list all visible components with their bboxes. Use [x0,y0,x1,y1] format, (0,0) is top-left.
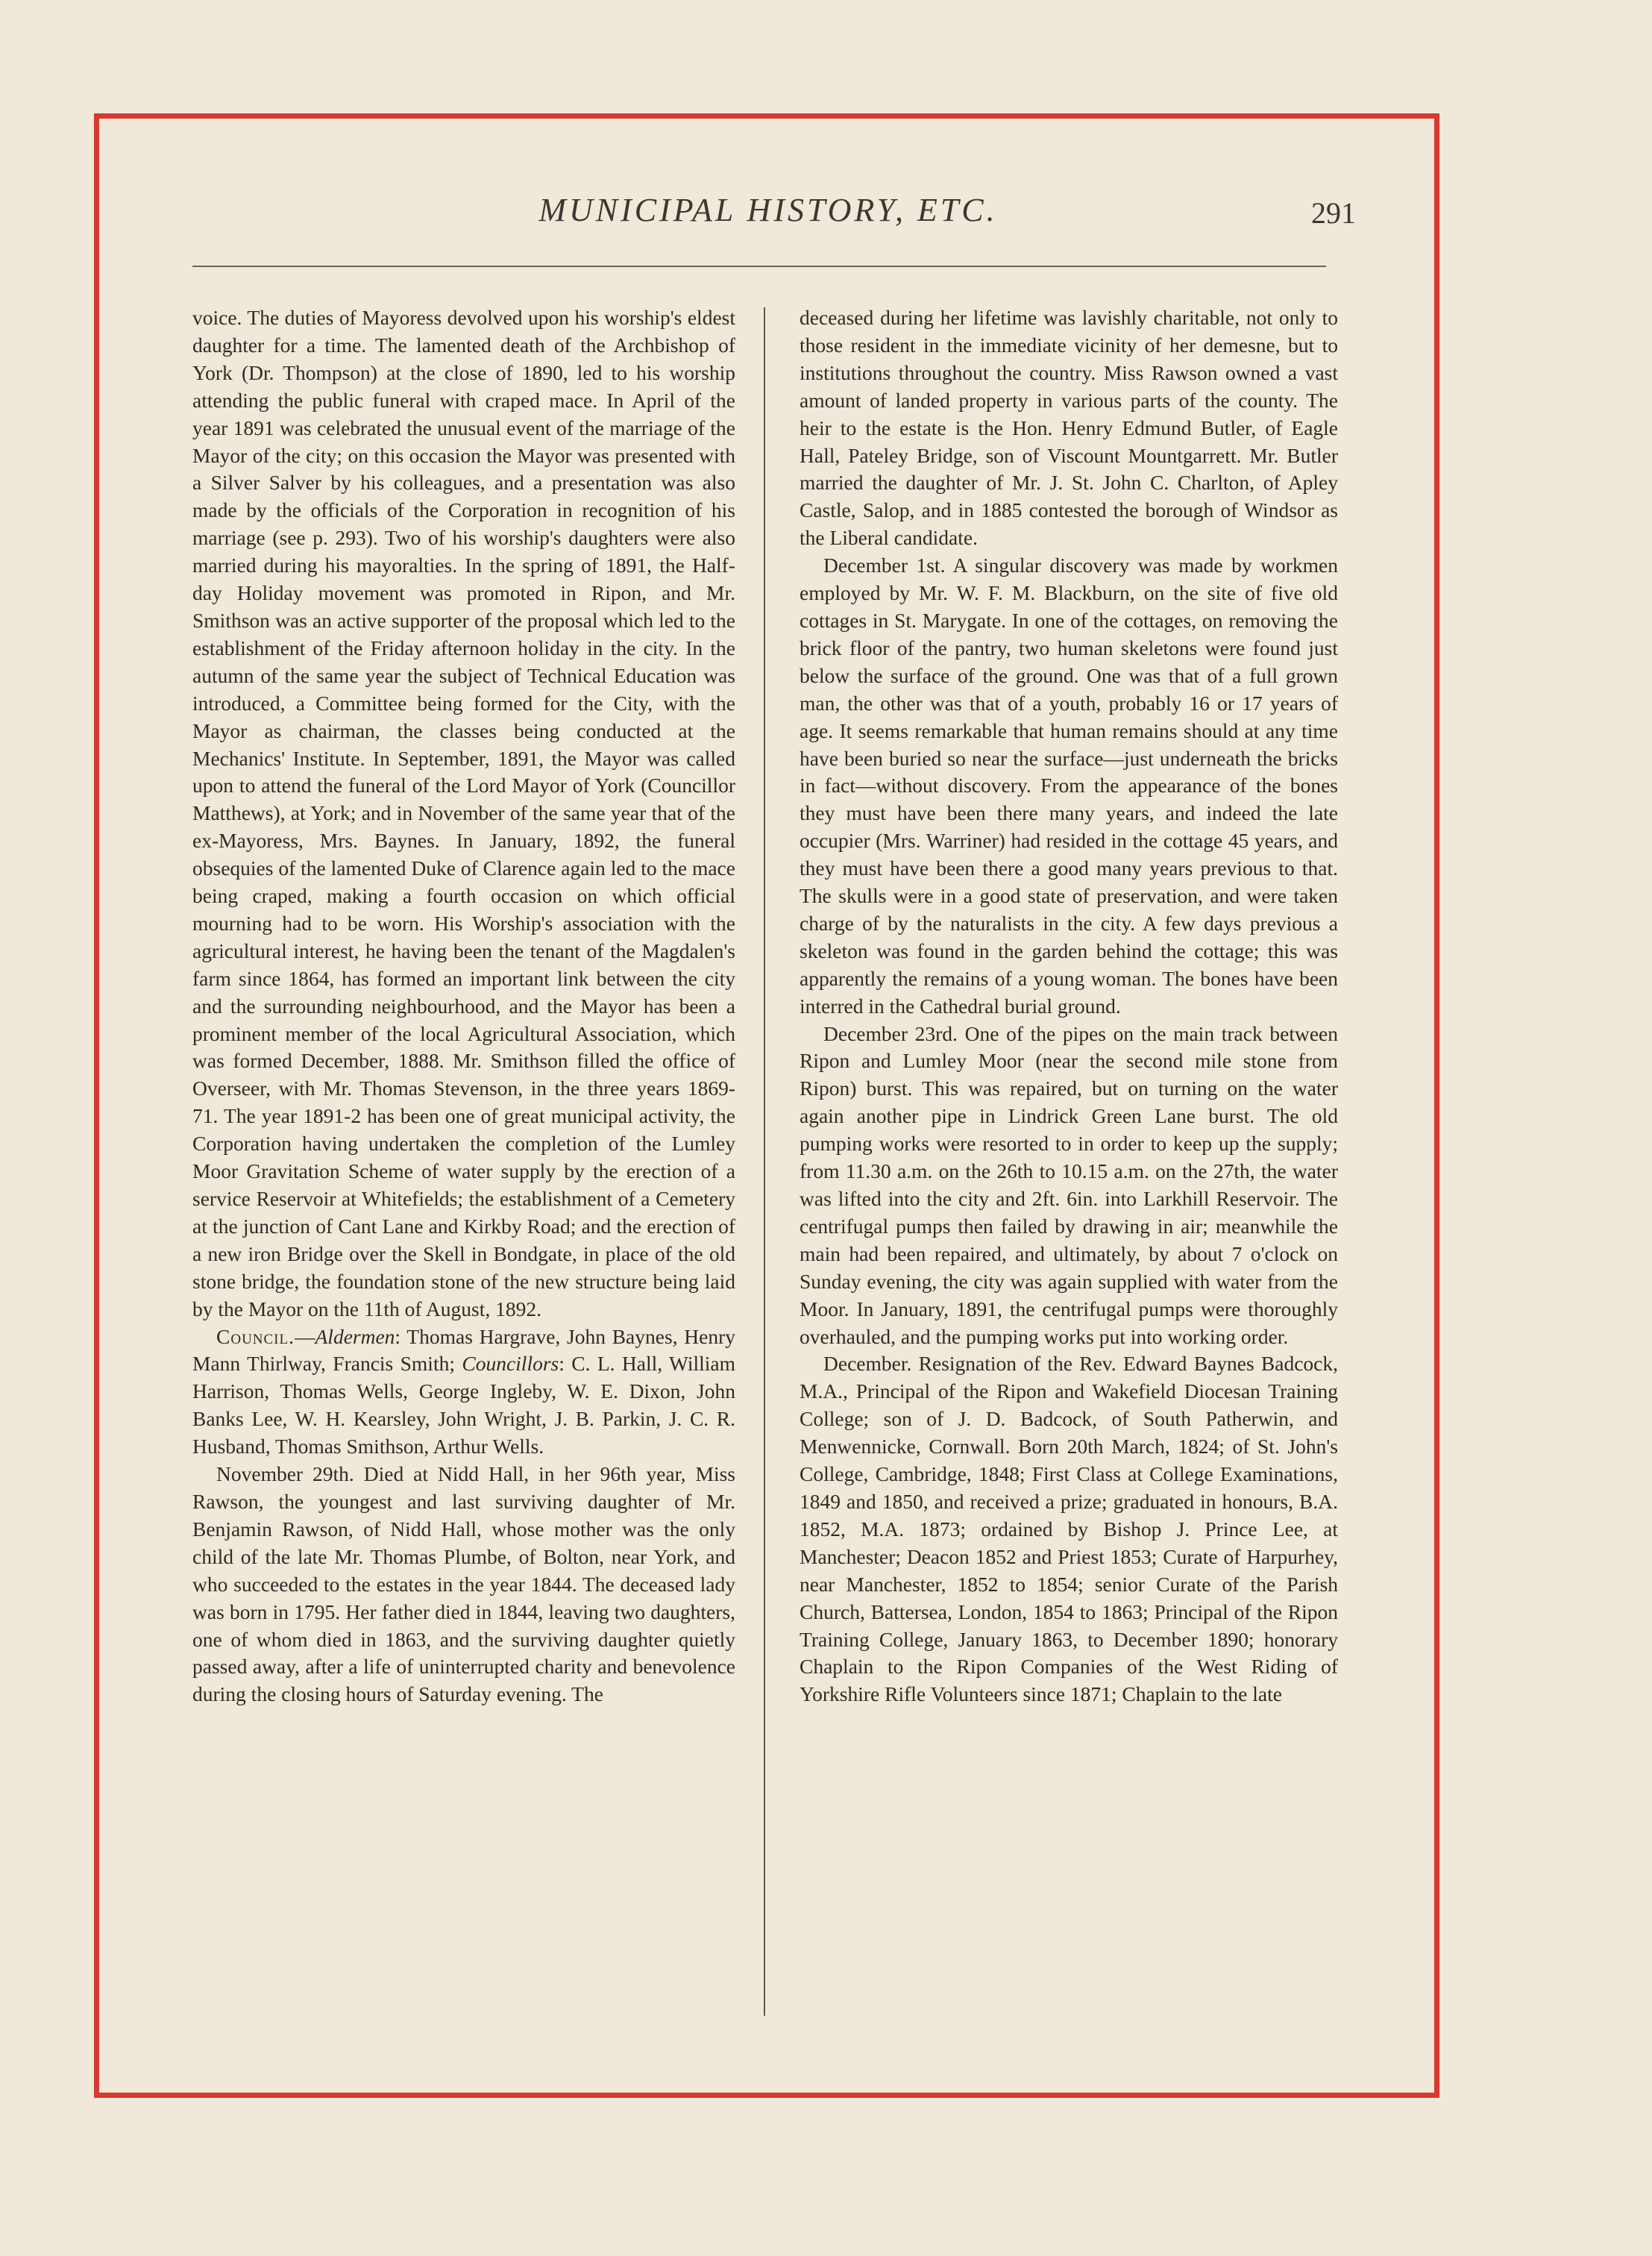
paragraph-december-23: December 23rd. One of the pipes on the main track between Ripon and Lumley Moor (near the second mile stone from Ripon) burst. This was repaired, but on turning on the water again another pipe in Lindrick Green Lane burst. The old pumping works were resorted to in order to keep up the supply; from 11.30 a.m. on the 26th to 10.15 a.m. on the 27th, the water was lifted into the city and 2ft. 6in. into Larkhill Reservoir. The centrifugal pumps then failed by drawing in air; meanwhile the main had been repaired, and ultimately, by about 7 o'clock on Sunday evening, the city was again supplied with water from the Moor. In January, 1891, the centrifugal pumps were thoroughly overhauled, and the pumping works put into working order. [800,1021,1338,1348]
paragraph-december-resignation: December. Resignation of the Rev. Edward Baynes Badcock, M.A., Principal of the Ripon and Wakefield Diocesan Training College; son of J. D. Badcock, of South Patherwin, and Menwennicke, Cornwall. Born 20th March, 1824; of St. John's College, Cambridge, 1848; First Class at College Examinations, 1849 and 1850, and received a prize; graduated in honours, B.A. 1852, M.A. 1873; ordained by Bishop J. Prince Lee, at Manchester; Deacon 1852 and Priest 1853; Curate of Harpurhey, near Manchester, 1852 to 1854; senior Curate of the Parish Church, Battersea, London, 1854 to 1863; Principal of the Ripon Training College, January 1863, to December 1890; honorary Chaplain to the Ripon Companies of the West Riding of Yorkshire Rifle Volunteers since 1871; Chaplain to the late [800,1352,1338,1706]
column-divider [764,307,765,2016]
page-number: 291 [1311,196,1356,230]
running-title: MUNICIPAL HISTORY, ETC. [538,192,998,228]
right-column [800,304,1338,2020]
paragraph-rawson-estate: deceased during her lifetime was lavishly charitable, not only to those resident in the immediate vicinity of her demesne, but to institutions throughout the country. Miss Rawson owned a vast amount of landed property in various parts of the county. The heir to the estate is the Hon. Henry Edmund Butler, of Eagle Hall, Pateley Bridge, son of Viscount Mountgarrett. Mr. Butler married the daughter of Mr. J. St. John C. Charlton, of Apley Castle, Salop, and in 1885 contested the borough of Windsor as the Liberal candidate. [800,306,1338,550]
councillors-list: : C. L. Hall, William Harrison, Thomas Wells, George Ingleby, W. E. Dixon, John Banks Lee, W. H. Kearsley, John Wright, J. B. Parkin, J. C. R. Husband, Thomas Smithson, Arthur Wells. [192,1352,735,1458]
left-column [192,304,735,2020]
paragraph-mayoralty: voice. The duties of Mayoress devolved upon his worship's eldest daughter for a time. The lamented death of the Archbishop of York (Dr. Thompson) at the close of 1890, led to his worship attending the public funeral with craped mace. In April of the year 1891 was celebrated the unusual event of the marriage of the Mayor of the city; on this occasion the Mayor was presented with a Silver Salver by his colleagues, and a presentation was also made by the officials of the Corporation in recognition of his marriage (see p. 293). Two of his worship's daughters were also married during his mayoralties. In the spring of 1891, the Half-day Holiday movement was promoted in Ripon, and Mr. Smithson was an active supporter of the proposal which led to the establishment of the Friday afternoon holiday in the city. In the autumn of the same year the subject of Technical Education was introduced, a Committee being formed for the City, with the Mayor as chairman, the classes being conducted at the Mechanics' Institute. In September, 1891, the Mayor was called upon to attend the funeral of the Lord Mayor of York (Councillor Matthews), at York; and in November of the same year that of the ex-Mayoress, Mrs. Baynes. In January, 1892, the funeral obsequies of the lamented Duke of Clarence again led to the mace being craped, making a fourth occasion on which official mourning had to be worn. His Worship's association with the agricultural interest, he having been the tenant of the Magdalen's farm since 1864, has formed an important link between the city and the surrounding neighbourhood, and the Mayor has been a prominent member of the local Agricultural Association, which was formed December, 1888. Mr. Smithson filled the office of Overseer, with Mr. Thomas Stevenson, in the three years 1869-71. The year 1891-2 has been one of great municipal activity, the Corporation having undertaken the completion of the Lumley Moor Gravitation Scheme of water supply by the erection of a service Reservoir at Whitefields; the establishment of a Cemetery at the junction of Cant Lane and Kirkby Road; and the erection of a new iron Bridge over the Skell in Bondgate, in place of the old stone bridge, the foundation stone of the new structure being laid by the Mayor on the 11th of August, 1892. [192,306,735,1320]
header-rule [192,266,1326,267]
council-dash: — [295,1324,315,1348]
council-label: Council. [216,1324,295,1348]
paragraph-december-1: December 1st. A singular discovery was made by workmen employed by Mr. W. F. M. Blackburn, on the site of five old cottages in St. Marygate. In one of the cottages, on removing the brick floor of the pantry, two human skeletons were found just below the surface of the ground. One was that of a full grown man, the other was that of a youth, probably 16 or 17 years of age. It seems remarkable that human remains should at any time have been buried so near the surface—just underneath the bricks in fact—without discovery. From the appearance of the bones they must have been there many years, and indeed the late occupier (Mrs. Warriner) had resided in the cottage 45 years, and they must have been there a good many years previous to that. The skulls were in a good state of preservation, and were taken charge of by the naturalists in the city. A few days previous a skeleton was found in the garden behind the cottage; this was apparently the remains of a young woman. The bones have been interred in the Cathedral burial ground. [800,554,1338,1018]
paragraph-council [192,1323,735,1461]
aldermen-list: : Thomas Hargrave, John Baynes, Henry Mann Thirlway, Francis Smith; [192,1324,735,1376]
aldermen-label: Aldermen [315,1324,395,1348]
paragraph-november-29: November 29th. Died at Nidd Hall, in her 96th year, Miss Rawson, the youngest and last surviving daughter of Mr. Benjamin Rawson, of Nidd Hall, whose mother was the only child of the late Mr. Thomas Plumbe, of Bolton, near York, and who succeeded to the estates in the year 1844. The deceased lady was born in 1795. Her father died in 1844, leaving two daughters, one of whom died in 1863, and the surviving daughter quietly passed away, after a life of uninterrupted charity and benevolence during the closing hours of Saturday evening. The [192,1462,735,1706]
councillors-label: Councillors [462,1352,559,1376]
